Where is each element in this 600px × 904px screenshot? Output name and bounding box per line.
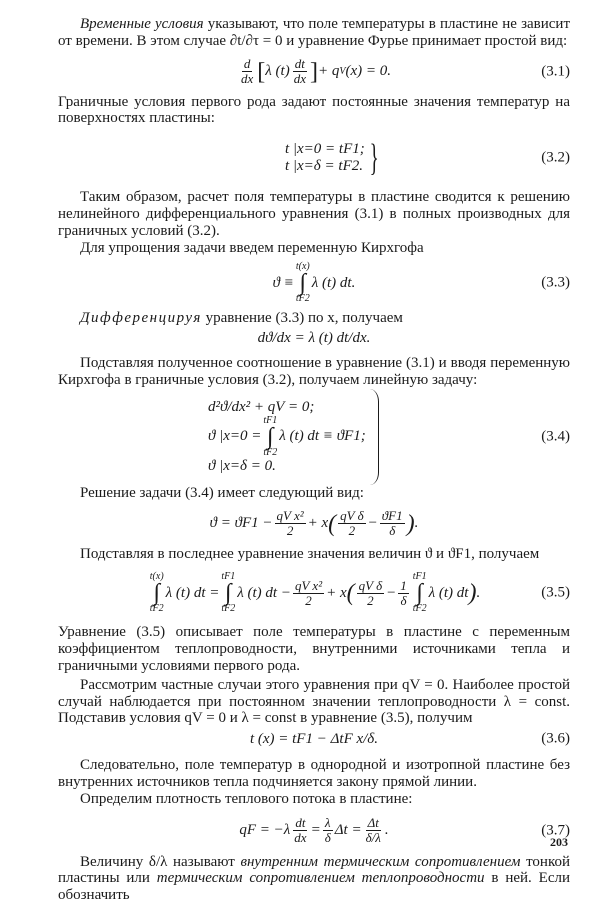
- equation-number: (3.5): [541, 584, 570, 601]
- equation-derivative: dϑ/dx = λ (t) dt/dx.: [257, 329, 371, 346]
- equation-3-7: qF = −λ $\frac{dt}{dx}$ = $\frac{\lambda}{\delta}$ Δt = $\frac{\Delta t}{\delta/\lambda}$ . (3.7): [239, 815, 570, 846]
- paragraph-thermal-resistance: Величину δ/λ называют внутренним термическим сопротивлением тонкой пластины или термическим сопротивлением теплопроводности в ней. Если обозначить: [58, 853, 571, 904]
- page-number: 203: [550, 835, 568, 849]
- paragraph-kirchhoff: Для упрощения задачи введем переменную Кирхгофа: [80, 239, 424, 256]
- equation-3-5: t(x) ∫ tF2 λ (t) dt = tF1 ∫ tF2 λ (t) dt − $\frac{\text{qV x²}}{2}$ + x ( $\frac{\text{qV δ}}{2}$ − $\frac{1}{\delta}$ tF1 ∫ tF2 λ (t) dt ) . (3.5): [149, 571, 570, 615]
- paragraph-equation-describes: Уравнение (3.5) описывает поле температуры в пластине с переменным коэффициентом теплопроводности, внутренними источниками тепла и граничными условиями первого рода.: [58, 624, 570, 674]
- paragraph-substitute: Подставляя полученное соотношение в уравнение (3.1) и вводя переменную Кирхгофа в граничные условия (3.2), получаем линейную задачу:: [58, 355, 570, 388]
- paragraph-boundary: Граничные условия первого рода задают постоянные значения температур на поверхностях пластины:: [58, 93, 570, 127]
- paragraph-special-cases: Рассмотрим частные случаи этого уравнения при qV = 0. Наиболее простой случай наблюдается при постоянном значении теплопроводности λ = const. Подставив условия qV = 0 и λ = const в уравнение (3.5), получим: [58, 676, 570, 727]
- equation-3-4: d²ϑ/dx² + qV = 0; ϑ |x=0 = tF1 ∫ tF2 λ (t) dt ≡ ϑF1; ϑ |x=δ = 0. (3.4): [58, 389, 570, 485]
- equation-number: (3.2): [541, 149, 570, 166]
- paragraph-intro-text: указывают, что поле температуры в пластине не зависит от времени. В этом случае ∂t/∂τ = 0 и уравнение Фурье принимает простой вид:: [58, 16, 571, 49]
- paragraph-substitute-values: Подставляя в последнее уравнение значения величин ϑ и ϑF1, получаем: [80, 545, 540, 562]
- equation-number: (3.7): [541, 822, 570, 839]
- equation-3-6: t (x) = tF1 − ΔtF x/δ. (3.6): [249, 730, 570, 747]
- page-body: [58, 12, 570, 904]
- equation-3-3: ϑ ≡ t(x) ∫ tF2 λ (t) dt. (3.3): [272, 261, 570, 305]
- equation-number: (3.3): [541, 274, 570, 291]
- paragraph-thus: Таким образом, расчет поля температуры в пластине сводится к решению нелинейного дифференциального уравнения (3.1) в полных производных для граничных условий (3.2).: [58, 189, 570, 239]
- system-brace: [370, 389, 379, 485]
- paragraph-solution: Решение задачи (3.4) имеет следующий вид:: [80, 484, 364, 501]
- equation-number: (3.1): [541, 63, 570, 80]
- equation-solution: ϑ = ϑF1 − $\frac{\text{qV x²}}{2}$ + x ( $\frac{\text{qV δ}}{2}$ − $\frac{ϑF1}{\delta}$ ) .: [209, 508, 419, 539]
- equation-number: (3.6): [541, 730, 570, 747]
- paragraph-heat-flux: Определим плотность теплового потока в пластине:: [80, 790, 413, 807]
- term-stationary: Временные условия: [80, 16, 204, 32]
- equation-number: (3.4): [541, 428, 570, 445]
- equation-3-2: t |x=0 = tF1; t |x=δ = tF2. } (3.2): [284, 137, 570, 180]
- paragraph-differentiate: Дифференцируя уравнение (3.3) по x, получаем: [80, 310, 403, 327]
- paragraph-consequently: Следовательно, поле температур в однородной и изотропной пластине без внутренних источников тепла подчиняется закону прямой линии.: [58, 757, 570, 790]
- equation-3-1: $\frac{d}{dx}$ [ λ (t) $\frac{dt}{dx}$ ] + q V (x) = 0. (3.1): [241, 56, 570, 87]
- paragraph-intro: [58, 16, 570, 50]
